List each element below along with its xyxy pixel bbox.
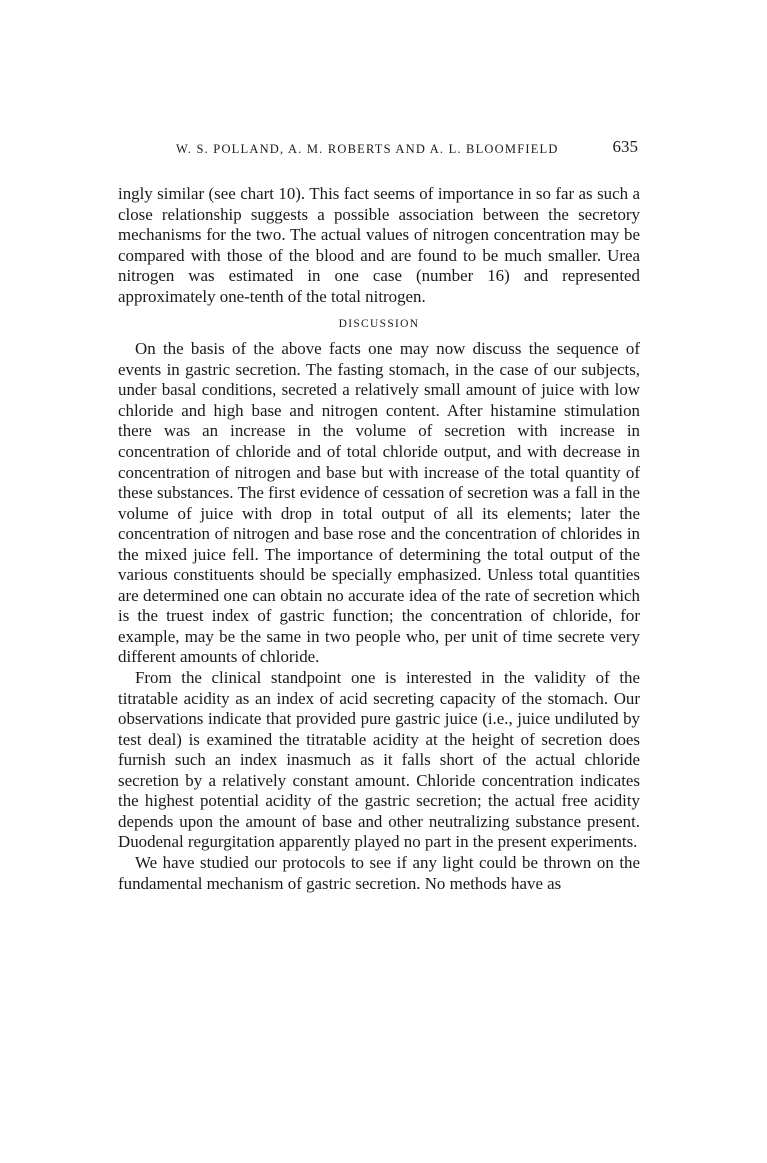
paragraph-protocols: We have studied our protocols to see if any light could be thrown on the fundamental mechanism of gastric secretion. No methods have as — [118, 852, 640, 893]
section-heading-discussion: DISCUSSION — [338, 318, 420, 331]
running-head — [118, 137, 640, 161]
paragraph-sequence-of-events: On the basis of the above facts one may now discuss the sequence of events in gastric secretion. The fasting stomach, in the case of our subjects, under basal conditions, secreted a relatively small amount of juice with low chloride and high base and nitrogen content. After histamine stimulation there was an increase in the volume of secretion with increase in concentration of chloride and of total chloride output, and with decrease in concentration of nitrogen and base but with increase of the total quantity of these substances. The first evidence of cessation of secretion was a fall in the volume of juice with drop in total output of all its elements; later the concentration of nitrogen and base rose and the concentration of chlorides in the mixed juice fell. The importance of determining the total output of the various constituents should be specially emphasized. Unless total quantities are determined one can obtain no accurate idea of the rate of secretion which is the truest index of gastric function; the concentration of chloride, for example, may be the same in two people who, per unit of time secrete very different amounts of chloride. — [118, 339, 640, 667]
body-text — [118, 184, 640, 894]
page-number: 635 — [612, 137, 638, 156]
paragraph-continuation: ingly similar (see chart 10). This fact seems of importance in so far as such a close relationship suggests a possible association between the secretory mechanisms for the two. The actual values of nitrogen concentration may be compared with those of the blood and are found to be much smaller. Urea nitrogen was estimated in one case (number 16) and represented approximately one-tenth of the total nitrogen. — [118, 184, 640, 306]
paragraph-clinical-standpoint: From the clinical standpoint one is interested in the validity of the titratable acidity as an index of acid secreting capacity of the stomach. Our observations indicate that provided pure gastric juice (i.e., juice undiluted by test deal) is examined the titratable acidity at the height of secretion does furnish such an index inasmuch as it falls short of the actual chloride secretion by a relatively constant amount. Chloride concentration indicates the highest potential acidity of the gastric secretion; the actual free acidity depends upon the amount of base and other neutralizing substance present. Duodenal regurgitation apparently played no part in the present experiments. — [118, 668, 640, 852]
running-head-authors: W. S. POLLAND, A. M. ROBERTS AND A. L. BLOOMFIELD — [176, 142, 559, 156]
